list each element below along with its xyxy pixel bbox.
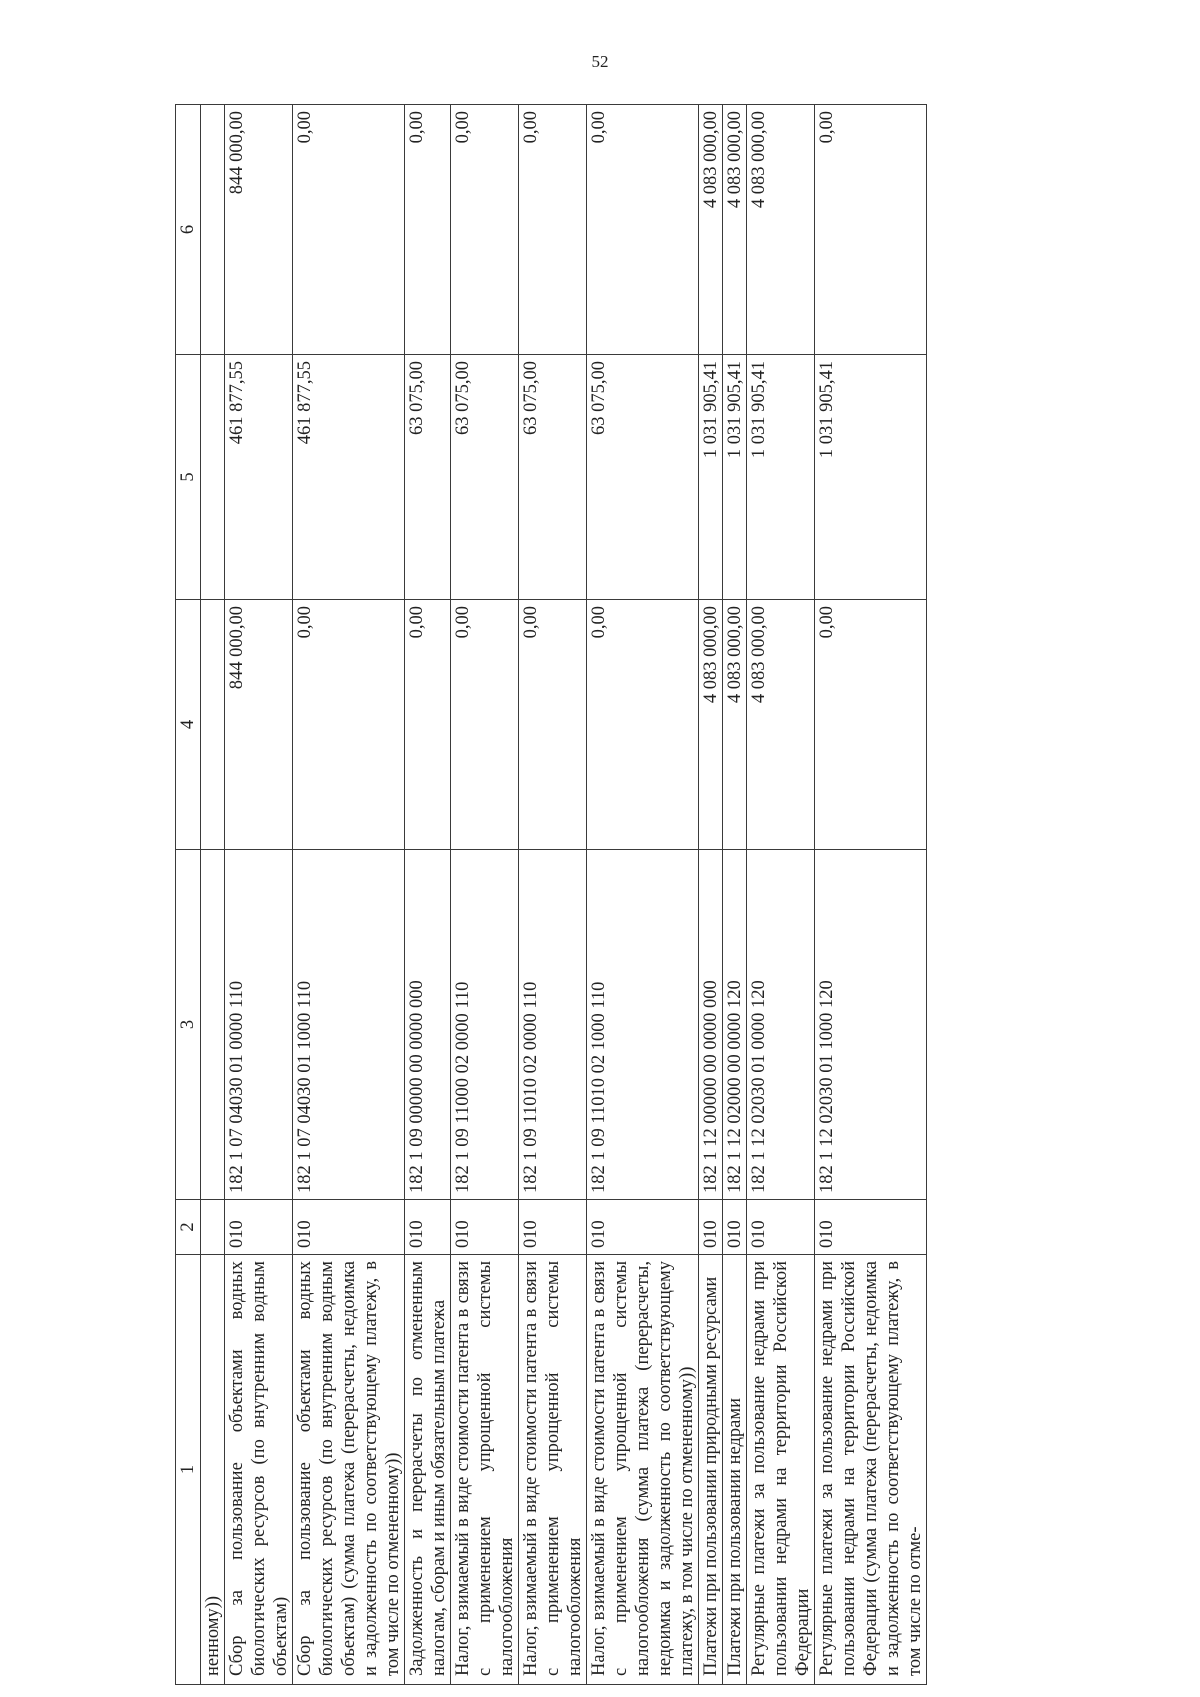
row-name-cell: Регулярные платежи за пользование недрами при пользовании недрами на территории Российской Федерации (сумма платежа (перерасчеты, недоимка и задолженность по соответствующему платежу, в том числе по отме- bbox=[815, 1255, 927, 1685]
unexecuted-amount-cell: 4 083 000,00 bbox=[699, 105, 723, 355]
table-row bbox=[293, 105, 405, 1685]
row-name-cell: Налог, взимаемый в виде стоимости патента в связи с применением упрощенной системы налогообложения bbox=[519, 1255, 587, 1685]
admin-code-cell: 010 bbox=[405, 1200, 451, 1255]
executed-amount-cell: 1 031 905,41 bbox=[723, 355, 747, 600]
admin-code-cell: 010 bbox=[815, 1200, 927, 1255]
executed-amount-cell: 1 031 905,41 bbox=[747, 355, 815, 600]
header-cell: 1 bbox=[176, 1255, 201, 1685]
plan-amount-cell: 4 083 000,00 bbox=[723, 600, 747, 850]
plan-amount-cell: 4 083 000,00 bbox=[699, 600, 723, 850]
rotated-table-sheet bbox=[175, 105, 1120, 1685]
executed-amount-cell: 461 877,55 bbox=[225, 355, 293, 600]
row-name-cell: Платежи при пользовании недрами bbox=[723, 1255, 747, 1685]
executed-amount-cell: 63 075,00 bbox=[519, 355, 587, 600]
unexecuted-amount-cell: 844 000,00 bbox=[225, 105, 293, 355]
column-number-header bbox=[176, 105, 201, 1685]
header-cell: 2 bbox=[176, 1200, 201, 1255]
table-row bbox=[405, 105, 451, 1685]
kbk-code-cell: 182 1 12 02030 01 1000 120 bbox=[815, 850, 927, 1200]
admin-code-cell: 010 bbox=[293, 1200, 405, 1255]
row-name-cell: Сбор за пользование объектами водных биологических ресурсов (по внутренним водным объектам) bbox=[225, 1255, 293, 1685]
kbk-code-cell: 182 1 07 04030 01 0000 110 bbox=[225, 850, 293, 1200]
table-row bbox=[225, 105, 293, 1685]
row-name-cell: Налог, взимаемый в виде стоимости патента в связи с применением упрощенной системы налогообложения bbox=[451, 1255, 519, 1685]
header-cell: 5 bbox=[176, 355, 201, 600]
kbk-code-cell: 182 1 09 00000 00 0000 000 bbox=[405, 850, 451, 1200]
unexecuted-amount-cell: 0,00 bbox=[815, 105, 927, 355]
admin-code-cell: 010 bbox=[519, 1200, 587, 1255]
executed-amount-cell: 63 075,00 bbox=[587, 355, 699, 600]
table-row bbox=[587, 105, 699, 1685]
plan-amount-cell: 0,00 bbox=[293, 600, 405, 850]
row-name-cell: Налог, взимаемый в виде стоимости патента в связи с применением упрощенной системы налогообложения (сумма платежа (перерасчеты, недоимка и задолженность по соответствующему платежу, в том числе по отмененному)) bbox=[587, 1255, 699, 1685]
table-row bbox=[815, 105, 927, 1685]
empty-cell bbox=[201, 600, 225, 850]
executed-amount-cell: 1 031 905,41 bbox=[699, 355, 723, 600]
executed-amount-cell: 461 877,55 bbox=[293, 355, 405, 600]
unexecuted-amount-cell: 0,00 bbox=[405, 105, 451, 355]
kbk-code-cell: 182 1 09 11010 02 0000 110 bbox=[519, 850, 587, 1200]
kbk-code-cell: 182 1 12 02000 00 0000 120 bbox=[723, 850, 747, 1200]
row-name-cell: Платежи при пользовании природными ресурсами bbox=[699, 1255, 723, 1685]
budget-revenue-table bbox=[175, 104, 927, 1685]
unexecuted-amount-cell: 0,00 bbox=[519, 105, 587, 355]
plan-amount-cell: 0,00 bbox=[405, 600, 451, 850]
kbk-code-cell: 182 1 09 11000 02 0000 110 bbox=[451, 850, 519, 1200]
header-cell: 6 bbox=[176, 105, 201, 355]
empty-cell bbox=[201, 355, 225, 600]
kbk-code-cell: 182 1 07 04030 01 1000 110 bbox=[293, 850, 405, 1200]
admin-code-cell: 010 bbox=[225, 1200, 293, 1255]
table-row bbox=[519, 105, 587, 1685]
unexecuted-amount-cell: 4 083 000,00 bbox=[723, 105, 747, 355]
header-cell: 3 bbox=[176, 850, 201, 1200]
admin-code-cell: 010 bbox=[699, 1200, 723, 1255]
empty-cell bbox=[201, 1200, 225, 1255]
admin-code-cell: 010 bbox=[747, 1200, 815, 1255]
page-number: 52 bbox=[591, 52, 609, 71]
table-row bbox=[747, 105, 815, 1685]
admin-code-cell: 010 bbox=[723, 1200, 747, 1255]
plan-amount-cell: 4 083 000,00 bbox=[747, 600, 815, 850]
plan-amount-cell: 0,00 bbox=[815, 600, 927, 850]
header-cell: 4 bbox=[176, 600, 201, 850]
table-row bbox=[699, 105, 723, 1685]
row-name-cell: Задолженность и перерасчеты по отмененным налогам, сборам и иным обязательным платежа bbox=[405, 1255, 451, 1685]
plan-amount-cell: 0,00 bbox=[587, 600, 699, 850]
unexecuted-amount-cell: 0,00 bbox=[587, 105, 699, 355]
table-row bbox=[723, 105, 747, 1685]
kbk-code-cell: 182 1 12 02030 01 0000 120 bbox=[747, 850, 815, 1200]
empty-cell bbox=[201, 105, 225, 355]
kbk-code-cell: 182 1 09 11010 02 1000 110 bbox=[587, 850, 699, 1200]
row-name-cell: Сбор за пользование объектами водных биологических ресурсов (по внутренним водным объектам) (сумма платежа (перерасчеты, недоимка и задолженность по соответствующему платежу, в том числе по отмененному)) bbox=[293, 1255, 405, 1685]
plan-amount-cell: 844 000,00 bbox=[225, 600, 293, 850]
admin-code-cell: 010 bbox=[587, 1200, 699, 1255]
kbk-code-cell: 182 1 12 00000 00 0000 000 bbox=[699, 850, 723, 1200]
executed-amount-cell: 1 031 905,41 bbox=[815, 355, 927, 600]
table-row bbox=[451, 105, 519, 1685]
unexecuted-amount-cell: 0,00 bbox=[293, 105, 405, 355]
plan-amount-cell: 0,00 bbox=[451, 600, 519, 850]
continuation-text: ненному)) bbox=[201, 1255, 225, 1685]
executed-amount-cell: 63 075,00 bbox=[405, 355, 451, 600]
executed-amount-cell: 63 075,00 bbox=[451, 355, 519, 600]
continuation-row bbox=[201, 105, 225, 1685]
admin-code-cell: 010 bbox=[451, 1200, 519, 1255]
plan-amount-cell: 0,00 bbox=[519, 600, 587, 850]
unexecuted-amount-cell: 4 083 000,00 bbox=[747, 105, 815, 355]
unexecuted-amount-cell: 0,00 bbox=[451, 105, 519, 355]
empty-cell bbox=[201, 850, 225, 1200]
row-name-cell: Регулярные платежи за пользование недрами при пользовании недрами на территории Российской Федерации bbox=[747, 1255, 815, 1685]
